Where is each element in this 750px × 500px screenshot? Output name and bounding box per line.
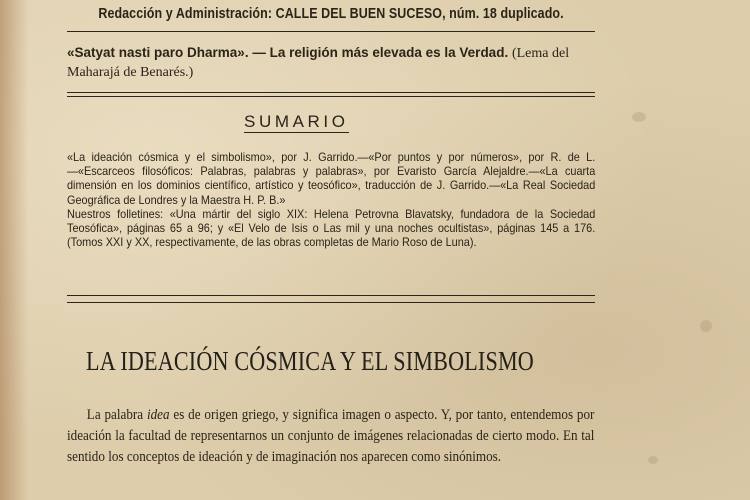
lema-block <box>67 44 595 82</box>
article-italic-word: idea <box>146 407 170 423</box>
paper-blot <box>648 456 658 464</box>
article-text-rest: es de origen griego, y significa imagen o aspecto. Y, por tanto, entendemos por ideación la facultad de representarnos un conjunto de imágenes relacionadas de cierto modo. En tal sentido los conceptos de ideación y de imaginación nos aparecen como sinónimos. <box>67 407 595 466</box>
paper-edge-stain <box>0 0 28 500</box>
sumario-rule-bottom <box>67 302 595 303</box>
paper-blot <box>700 320 712 332</box>
sumario-folletines: Nuestros folletines: «Una mártir del siglo XIX: Helena Petrovna Blavatsky, fundadora de la Sociedad Teosófica», páginas 65 a 96; y «El Velo de Isis o Las mil y una noches ocultistas», páginas 145 a 176. (Tomos XXI y XX, respectivamente, de las obras completas de Mario Roso de Luna). <box>67 207 596 250</box>
lema-source: (Lema del Maharajá de Benarés.) <box>67 46 570 80</box>
redaccion-line: Redacción y Administración: CALLE DEL BUEN SUCESO, núm. 18 duplicado. <box>98 6 564 22</box>
header-rule <box>67 31 595 32</box>
sumario-contents: «La ideación cósmica y el simbolismo», por J. Garrido.—«Por puntos y por números», por R. de L.—«Escarceos filosóficos: Palabras, palabras y palabras», por Evaristo García Alejaldre.—«La cuarta dimensión en los dominios científico, artístico y teosófico», traducción de J. Garrido.—«La Real Sociedad Geográfica de Londres y la Maestra H. P. B.» <box>67 151 596 207</box>
sumario-rule-top <box>67 295 595 296</box>
lema-quote: «Satyat nasti paro Dharma». — La religión más elevada es la Verdad. <box>67 45 509 60</box>
article-text-start: La palabra <box>86 407 147 423</box>
paper-blot <box>632 112 646 122</box>
sumario-text <box>67 151 595 250</box>
sumario-title: SUMARIO <box>244 112 349 131</box>
lema-rule <box>67 92 595 97</box>
article-title: LA IDEACIÓN CÓSMICA Y EL SIMBOLISMO <box>86 346 534 376</box>
article-body <box>67 405 594 469</box>
